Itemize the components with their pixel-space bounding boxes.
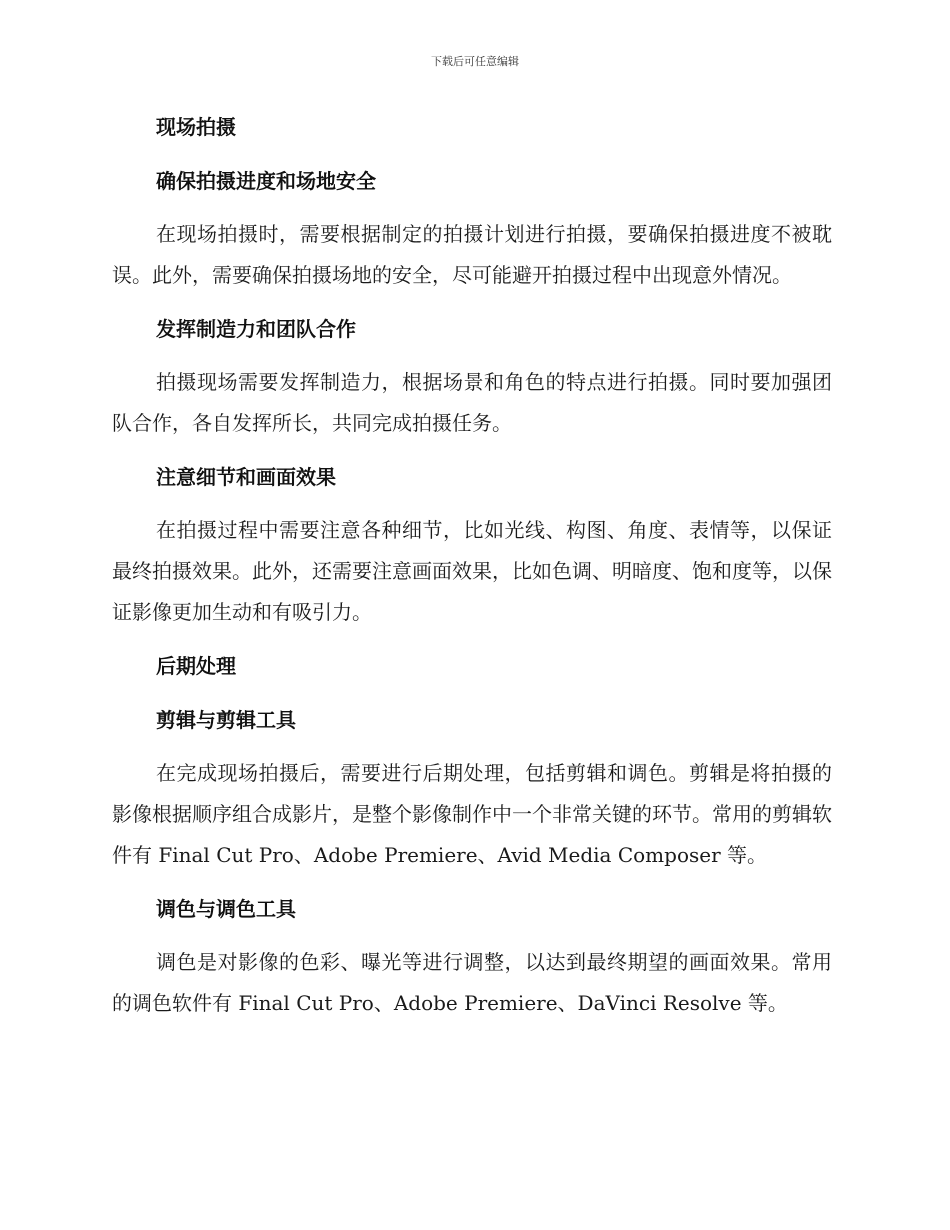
paragraph-details-and-visuals: 在拍摄过程中需要注意各种细节，比如光线、构图、角度、表情等，以保证最终拍摄效果。此外，还需要注意画面效果，比如色调、明暗度、饱和度等，以保证影像更加生动和有吸引力。 (112, 518, 832, 624)
paragraph-creativity-and-teamwork: 拍摄现场需要发挥制造力，根据场景和角色的特点进行拍摄。同时要加强团队合作，各自发挥所长，共同完成拍摄任务。 (112, 370, 832, 435)
subheading-editing-tools: 剪辑与剪辑工具 (156, 708, 296, 732)
document-body (112, 106, 832, 1036)
subheading-color-grading-tools: 调色与调色工具 (156, 897, 296, 921)
paragraph-schedule-and-safety: 在现场拍摄时，需要根据制定的拍摄计划进行拍摄，要确保拍摄进度不被耽误。此外，需要确保拍摄场地的安全，尽可能避开拍摄过程中出现意外情况。 (112, 222, 832, 287)
subheading-schedule-and-safety: 确保拍摄进度和场地安全 (156, 169, 376, 193)
section-heading-post-production: 后期处理 (156, 654, 236, 678)
subheading-creativity-and-teamwork: 发挥制造力和团队合作 (156, 317, 356, 341)
page-header: 下载后可任意编辑 (431, 55, 519, 68)
paragraph-editing-tools: 在完成现场拍摄后，需要进行后期处理，包括剪辑和调色。剪辑是将拍摄的影像根据顺序组合成影片，是整个影像制作中一个非常关键的环节。常用的剪辑软件有 Final Cut Pro、Adobe Premiere、Avid Media Composer 等。 (112, 761, 832, 867)
section-heading-on-site-shooting: 现场拍摄 (156, 115, 236, 139)
paragraph-color-grading-tools: 调色是对影像的色彩、曝光等进行调整，以达到最终期望的画面效果。常用的调色软件有 Final Cut Pro、Adobe Premiere、DaVinci Resolve 等。 (112, 950, 832, 1015)
subheading-details-and-visuals: 注意细节和画面效果 (156, 465, 336, 489)
